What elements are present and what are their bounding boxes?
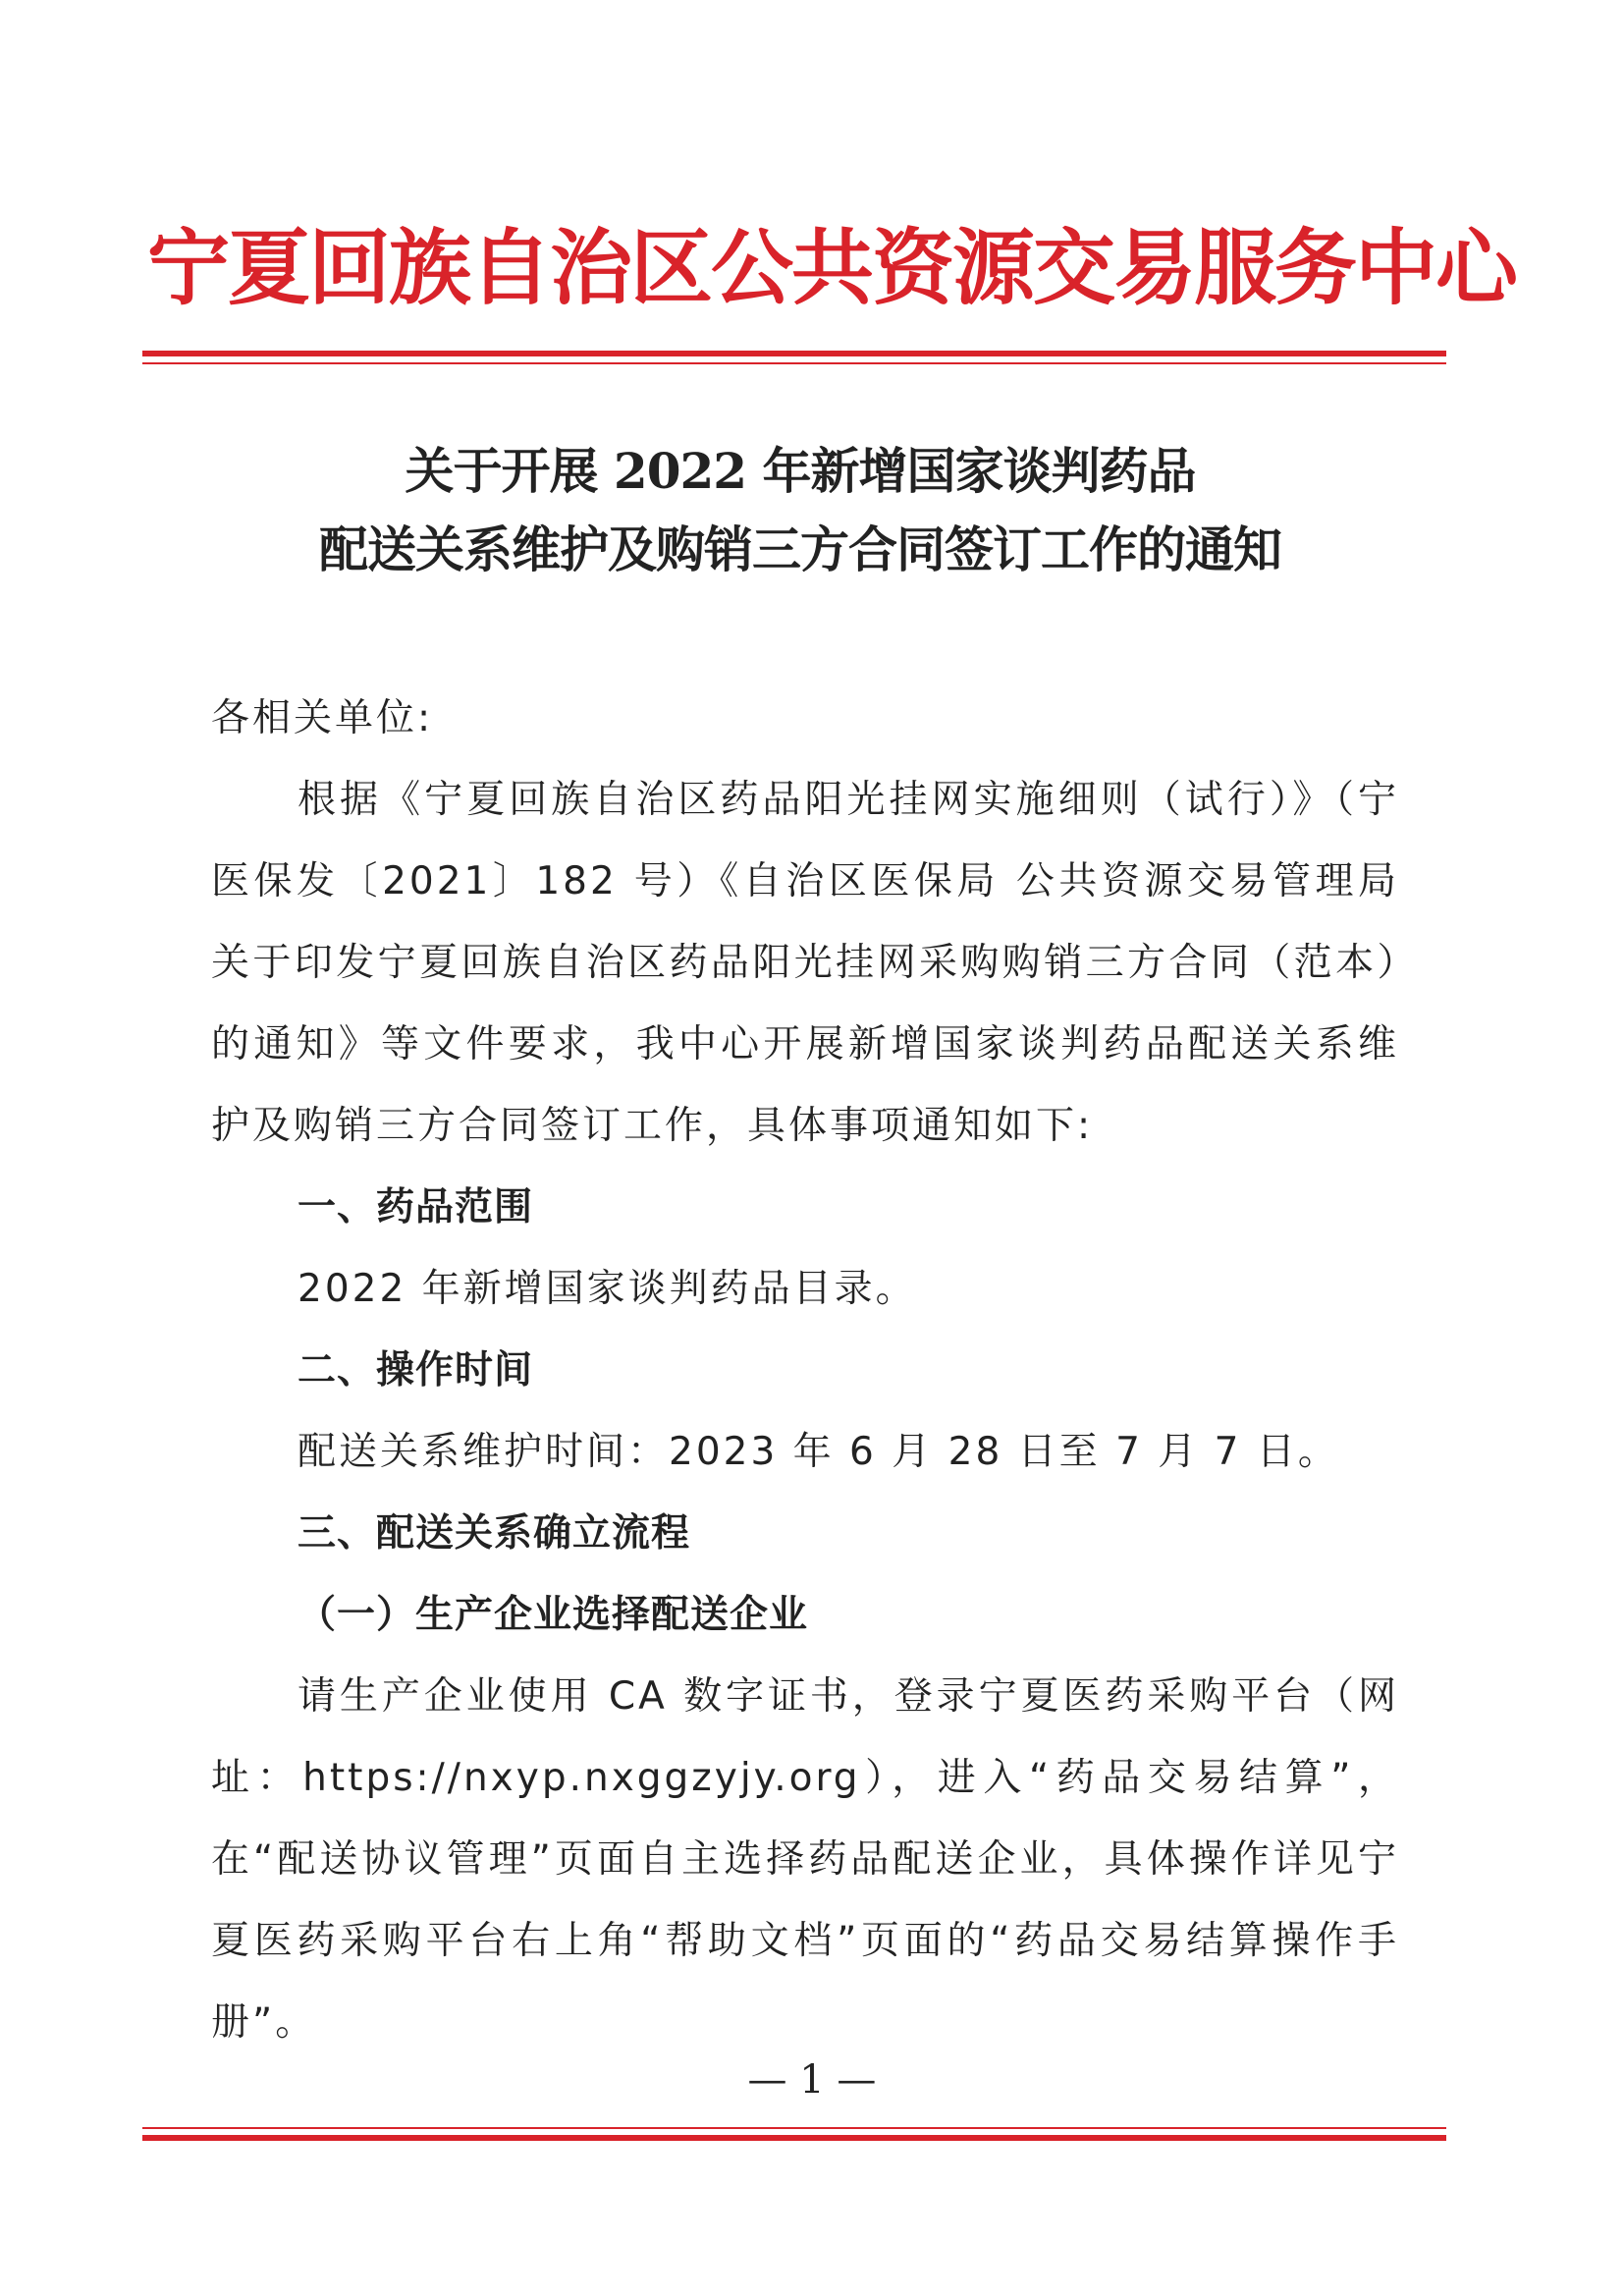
document-title-line-2: 配送关系维护及购销三方合同签订工作的通知: [319, 520, 1281, 578]
section-3-subheading-1: （一）生产企业选择配送企业: [298, 1593, 809, 1637]
intro-paragraph: 根据《宁夏回族自治区药品阳光挂网实施细则（试行）》（宁医保发〔2021〕182 号）《自治区医保局 公共资源交易管理局关于印发宁夏回族自治区药品阳光挂网采购购销三方合同（范本）的通知》等文件要求，我中心开展新增国家谈判药品配送关系维护及购销三方合同签订工作，具体事项通知如下:: [211, 778, 1399, 1148]
header-divider-thick: [142, 351, 1446, 356]
document-body: [211, 678, 1399, 2063]
footer-divider-thick: [142, 2135, 1446, 2141]
section-2-text: 配送关系维护时间：2023 年 6 月 28 日至 7 月 7 日。: [298, 1430, 1339, 1474]
page-number: — 1 —: [747, 2057, 877, 2103]
organization-header: 宁夏回族自治区公共资源交易服务中心: [147, 219, 1517, 316]
section-3-heading: 三、配送关系确立流程: [298, 1511, 691, 1556]
header-divider: [142, 351, 1446, 364]
footer-divider-thin: [142, 2127, 1446, 2129]
footer-divider: [142, 2127, 1446, 2141]
document-title-line-1: 关于开展 2022 年新增国家谈判药品: [405, 442, 1196, 500]
header-divider-thin: [142, 362, 1446, 364]
greeting: 各相关单位:: [211, 696, 434, 740]
section-3-sub-1-text: 请生产企业使用 CA 数字证书，登录宁夏医药采购平台（网址：https://nxyp.nxggzyjy.org），进入“药品交易结算”，在“配送协议管理”页面自主选择药品配送企业，具体操作详见宁夏医药采购平台右上角“帮助文档”页面的“药品交易结算操作手册”。: [211, 1674, 1399, 2045]
section-2-heading: 二、操作时间: [298, 1348, 534, 1393]
section-1-text: 2022 年新增国家谈判药品目录。: [298, 1267, 917, 1311]
document-title: [147, 432, 1453, 589]
section-1-heading: 一、药品范围: [298, 1185, 534, 1230]
